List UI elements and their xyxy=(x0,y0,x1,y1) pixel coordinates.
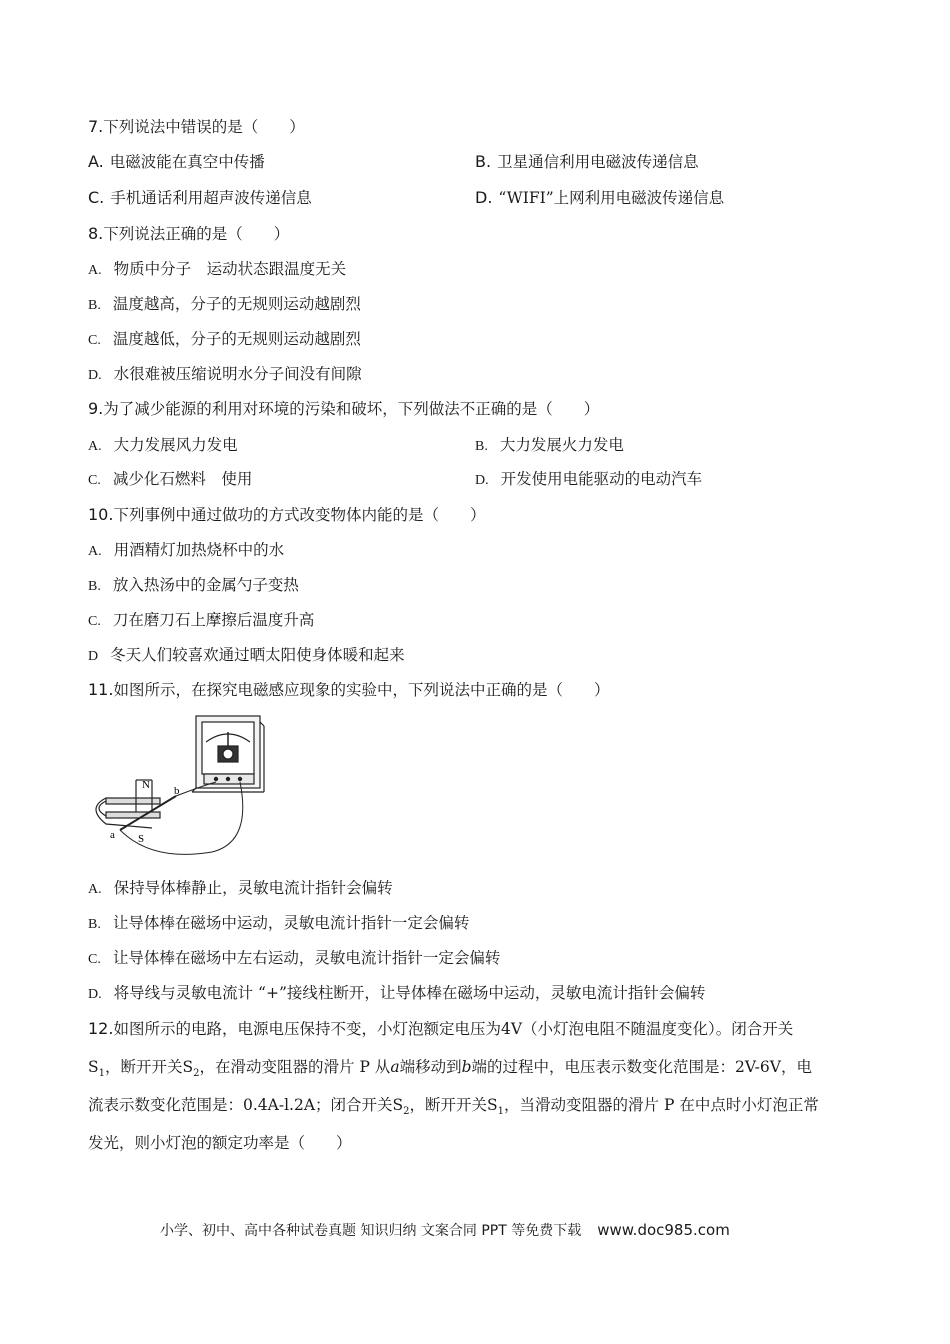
label-a: a xyxy=(110,829,115,841)
question-11-stem xyxy=(88,680,609,700)
option-letter: A. xyxy=(88,152,104,171)
horseshoe-magnet xyxy=(96,780,160,828)
question-11-option-b xyxy=(88,913,469,935)
galvanometer xyxy=(192,716,264,792)
question-text: ，当滑动变阻器的滑片 P 在中点时小灯泡正常 xyxy=(504,1096,819,1114)
option-text: 刀在磨刀石上摩擦后温度升高 xyxy=(112,611,315,629)
option-text: 大力发展火力发电 xyxy=(499,436,624,454)
option-letter: C. xyxy=(88,333,101,348)
end-b: b xyxy=(461,1058,472,1076)
option-text: 物质中分子 运动状态跟温度无关 xyxy=(113,260,347,278)
option-text: 电磁波能在真空中传播 xyxy=(109,153,265,171)
switch-s2-subscript: 2 xyxy=(403,1106,410,1118)
question-7-option-b xyxy=(475,152,699,172)
question-8-option-a xyxy=(88,259,346,281)
option-letter: B. xyxy=(88,917,101,932)
option-letter: D. xyxy=(475,188,493,207)
label-s: S xyxy=(138,833,145,845)
switch-s2: S xyxy=(182,1058,194,1076)
question-10-option-a xyxy=(88,540,284,562)
question-11-option-d xyxy=(88,983,705,1005)
switch-s2: S xyxy=(392,1096,404,1114)
electromagnetic-induction-figure xyxy=(92,712,282,862)
option-letter: D. xyxy=(475,473,489,488)
question-text: 下列事例中通过做功的方式改变物体内能的是（ ） xyxy=(113,506,486,524)
question-text: ，在滑动变阻器的滑片 P 从 xyxy=(199,1058,391,1076)
question-9-option-c xyxy=(88,469,252,491)
end-a: a xyxy=(390,1058,400,1076)
question-8-option-c xyxy=(88,329,361,351)
question-10-option-c xyxy=(88,610,314,632)
question-text: 如图所示，在探究电磁感应现象的实验中，下列说法中正确的是（ ） xyxy=(113,681,610,699)
question-text: ，断开开关 xyxy=(409,1096,488,1114)
question-8-stem xyxy=(88,224,289,244)
label-b: b xyxy=(174,785,180,797)
option-letter: D. xyxy=(88,987,102,1002)
footer-text: 小学、初中、高中各种试卷真题 知识归纳 文案合同 PPT 等免费下载 xyxy=(160,1223,582,1239)
option-text: 让导体棒在磁场中左右运动，灵敏电流计指针一定会偏转 xyxy=(112,949,501,967)
label-n: N xyxy=(142,779,150,791)
option-text: 减少化石燃料 使用 xyxy=(112,470,253,488)
question-text: 为了减少能源的利用对环境的污染和破坏，下列做法不正确的是（ ） xyxy=(103,400,600,418)
option-text: 手机通话利用超声波传递信息 xyxy=(110,189,312,207)
question-9-option-b xyxy=(475,435,624,457)
question-12-line-4 xyxy=(88,1133,352,1153)
question-12-line-1 xyxy=(88,1019,793,1039)
option-letter: A. xyxy=(88,882,102,897)
question-11-option-a xyxy=(88,878,393,900)
question-9-stem xyxy=(88,399,599,419)
question-10-option-b xyxy=(88,575,299,597)
switch-s1: S xyxy=(88,1058,99,1076)
option-text: 将导线与灵敏电流计 “+”接线柱断开，让导体棒在磁场中运动，灵敏电流计指针会偏转 xyxy=(113,984,706,1002)
question-7-option-a xyxy=(88,152,265,172)
question-text: ，断开开关 xyxy=(105,1058,183,1076)
switch-s1-subscript: 1 xyxy=(497,1106,505,1118)
question-text: 下列说法正确的是（ ） xyxy=(103,225,290,243)
question-7-option-d xyxy=(475,188,724,208)
option-letter: C. xyxy=(88,614,101,629)
option-letter: D xyxy=(88,649,99,664)
option-text: 用酒精灯加热烧杯中的水 xyxy=(113,541,285,559)
question-text: 流表示数变化范围是：0.4A-l.2A；闭合开关 xyxy=(88,1096,393,1114)
question-text: 端的过程中，电压表示数变化范围是：2V-6V，电 xyxy=(471,1058,812,1076)
question-9-option-d xyxy=(475,469,702,491)
question-text: 如图所示的电路，电源电压保持不变，小灯泡额定电压为4V（小灯泡电阻不随温度变化）。闭合开关 xyxy=(113,1020,794,1038)
option-text: 水很难被压缩说明水分子间没有间隙 xyxy=(113,365,362,383)
switch-s1: S xyxy=(487,1096,498,1114)
option-letter: A. xyxy=(88,544,102,559)
question-number: 10. xyxy=(88,505,114,524)
switch-s2-subscript: 2 xyxy=(193,1068,200,1080)
question-8-option-b xyxy=(88,294,361,316)
option-letter: C. xyxy=(88,473,101,488)
option-text: 大力发展风力发电 xyxy=(113,436,238,454)
question-number: 7. xyxy=(88,117,104,136)
option-letter: D. xyxy=(88,368,102,383)
question-7-option-c xyxy=(88,188,312,208)
option-letter: B. xyxy=(475,439,488,454)
option-text: 冬天人们较喜欢通过晒太阳使身体暖和起来 xyxy=(110,646,405,664)
question-10-stem xyxy=(88,505,485,525)
option-text: 让导体棒在磁场中运动，灵敏电流计指针一定会偏转 xyxy=(112,914,470,932)
option-text: 温度越高，分子的无规则运动越剧烈 xyxy=(112,295,361,313)
question-number: 9. xyxy=(88,399,104,418)
option-text: 保持导体棒静止，灵敏电流计指针会偏转 xyxy=(113,879,393,897)
question-8-option-d xyxy=(88,364,362,386)
question-number: 12. xyxy=(88,1019,114,1038)
option-letter: C. xyxy=(88,952,101,967)
option-text: 放入热汤中的金属勺子变热 xyxy=(112,576,299,594)
question-number: 11. xyxy=(88,680,114,699)
option-text: 卫星通信利用电磁波传递信息 xyxy=(497,153,699,171)
galvanometer-circuit-diagram xyxy=(92,712,282,862)
option-text: 温度越低，分子的无规则运动越剧烈 xyxy=(112,330,361,348)
option-letter: C. xyxy=(88,188,105,207)
question-text: 端移动到 xyxy=(399,1058,462,1076)
option-letter: A. xyxy=(88,263,102,278)
question-7-stem xyxy=(88,117,305,137)
question-number: 8. xyxy=(88,224,104,243)
question-12-line-2 xyxy=(88,1057,812,1084)
question-9-option-a xyxy=(88,435,238,457)
option-letter: A. xyxy=(88,439,102,454)
option-letter: B. xyxy=(88,579,101,594)
question-11-option-c xyxy=(88,948,500,970)
question-text: 下列说法中错误的是（ ） xyxy=(103,118,305,136)
footer-url[interactable]: www.doc985.com xyxy=(597,1221,730,1239)
question-text: 发光，则小灯泡的额定功率是（ ） xyxy=(88,1134,352,1152)
option-text: “WIFI”上网利用电磁波传递信息 xyxy=(498,189,725,207)
page-footer xyxy=(160,1220,730,1240)
option-letter: B. xyxy=(475,152,492,171)
question-12-line-3 xyxy=(88,1095,819,1122)
option-letter: B. xyxy=(88,298,101,313)
switch-s1-subscript: 1 xyxy=(98,1068,105,1080)
option-text: 开发使用电能驱动的电动汽车 xyxy=(500,470,703,488)
question-10-option-d xyxy=(88,645,405,667)
